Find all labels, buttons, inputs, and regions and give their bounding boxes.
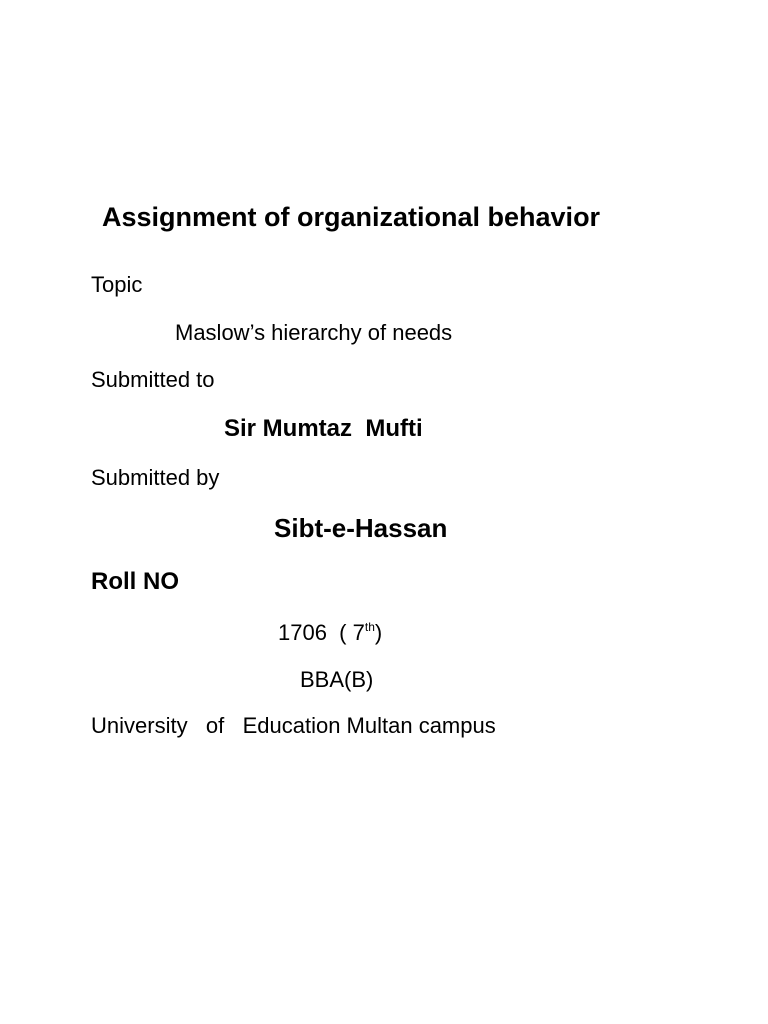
semester-prefix: ( 7 — [326, 620, 365, 645]
roll-number-value: 1706 — [278, 620, 327, 645]
submitted-to-value: Sir Mumtaz Mufti — [224, 415, 423, 442]
class-section: BBA(B) — [300, 667, 374, 692]
submitted-to-label: Submitted to — [91, 367, 215, 392]
submitted-by-value: Sibt-e-Hassan — [274, 513, 448, 543]
document-title: Assignment of organizational behavior — [102, 202, 601, 232]
topic-value: Maslow’s hierarchy of needs — [175, 320, 453, 345]
semester-close: ) — [374, 620, 383, 645]
university-name: University of Education Multan campus — [91, 713, 496, 738]
submitted-by-label: Submitted by — [91, 465, 220, 490]
roll-number-label: Roll NO — [91, 568, 179, 595]
roll-number-line — [278, 622, 382, 644]
semester-ordinal-suffix: th — [364, 620, 375, 634]
topic-label: Topic — [91, 272, 143, 297]
